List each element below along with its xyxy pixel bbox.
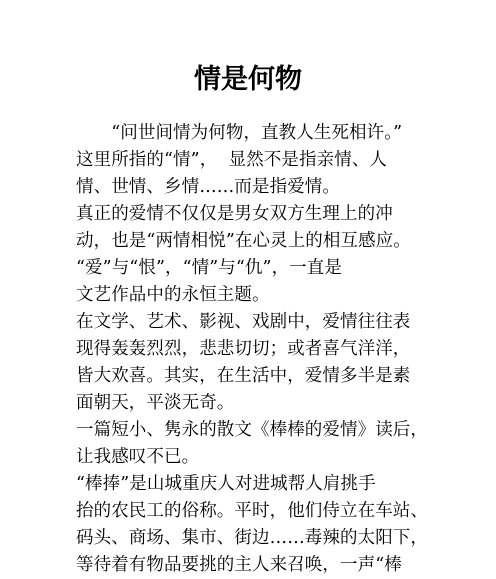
text-line: 真正的爱情不仅仅是男女双方生理上的冲 [76,204,393,224]
text-line: 面朝天，平淡无奇。 [76,393,235,413]
text-line: 在文学、艺术、影视、戏剧中，爱情往往表 [76,312,411,332]
text-line: 码头、商场、集市、街边……毒辣的太阳下， [76,528,428,548]
text-line: 一篇短小、隽永的散文《棒棒的爱情》读后， [76,420,428,440]
text-line: 这里所指的“情”， 显然不是指亲情、人 [76,150,388,170]
text-line: 等待着有物品要挑的主人来召唤，一声“棒 [76,555,402,575]
text-line: 文艺作品中的永恒主题。 [76,285,270,305]
text-line: “棒捧”是山城重庆人对进城帮人肩挑手 [76,474,376,494]
text-line: “爱”与“恨”，“情”与“仇”，一直是 [76,258,342,278]
text-line: 让我感叹不已。 [76,447,200,467]
text-line: “问世间情为何物，直教人生死相许。” [76,123,403,143]
document-body [76,120,496,579]
text-line: 现得轰轰烈烈，悲悲切切；或者喜气洋洋， [76,339,411,359]
text-line: 皆大欢喜。其实，在生活中，爱情多半是素 [76,366,411,386]
text-line: 情、世情、乡情……而是指爱情。 [76,177,340,197]
document-title: 情是何物 [194,64,302,95]
text-line: 抬的农民工的俗称。平时，他们侍立在车站、 [76,501,428,521]
text-line: 动，也是“两情相悦”在心灵上的相互感应。 [76,231,411,251]
